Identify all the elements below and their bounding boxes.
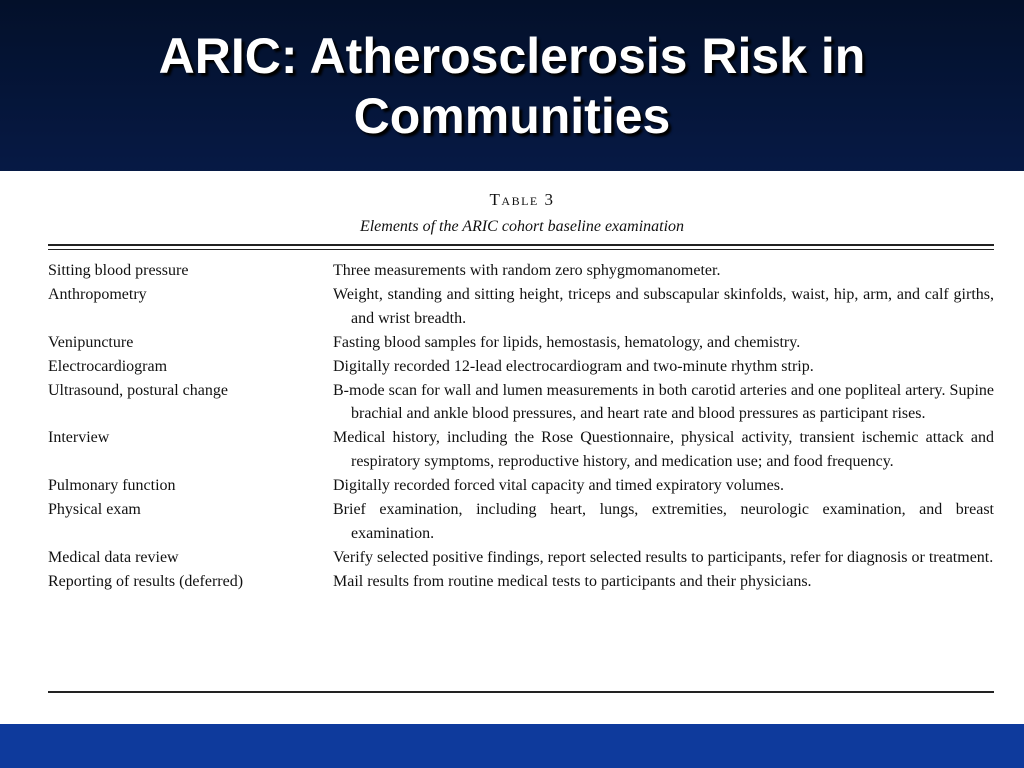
table-row [48, 283, 994, 331]
table-row [48, 379, 994, 427]
table-row [48, 355, 994, 379]
table-row [48, 259, 994, 283]
row-description: Weight, standing and sitting height, triceps and subscapular skinfolds, waist, hip, arm, and calf girths, and wrist breadth. [333, 285, 994, 327]
row-element: Ultrasound, postural change [48, 381, 228, 399]
row-element: Physical exam [48, 501, 141, 519]
slide-title-line-2: Communities [353, 88, 671, 144]
slide-title [0, 26, 1024, 146]
row-description: Mail results from routine medical tests to participants and their physicians. [333, 572, 812, 590]
table-row [48, 426, 994, 474]
table-top-rule [48, 244, 994, 246]
row-description: Medical history, including the Rose Questionnaire, physical activity, transient ischemic attack and respiratory symptoms, reproductive history, and medication use; and food frequency. [333, 429, 994, 471]
row-description: Digitally recorded forced vital capacity and timed expiratory volumes. [333, 477, 784, 495]
row-element: Medical data review [48, 548, 179, 566]
row-description: B-mode scan for wall and lumen measurements in both carotid arteries and one popliteal artery. Supine brachial and ankle blood pressures, and heart rate and blood pressures as participant rises. [333, 381, 994, 423]
table-header-rule [48, 249, 994, 250]
row-description: Fasting blood samples for lipids, hemostasis, hematology, and chemistry. [333, 333, 801, 351]
row-element: Venipuncture [48, 333, 134, 351]
table-row [48, 570, 994, 594]
slide-title-line-1: ARIC: Atherosclerosis Risk in [158, 28, 866, 84]
row-description: Verify selected positive findings, report selected results to participants, refer for diagnosis or treatment. [333, 548, 994, 566]
row-element: Sitting blood pressure [48, 262, 189, 279]
table-row [48, 498, 994, 546]
slide-footer-band [0, 724, 1024, 768]
row-element: Pulmonary function [48, 477, 176, 495]
row-description: Brief examination, including heart, lungs, extremities, neurologic examination, and breast examination. [333, 501, 994, 542]
table-caption: Elements of the ARIC cohort baseline examination [359, 218, 685, 235]
table-row [48, 546, 994, 570]
row-element: Anthropometry [48, 285, 147, 303]
row-element: Interview [48, 429, 110, 447]
row-description: Digitally recorded 12-lead electrocardiogram and two-minute rhythm strip. [333, 357, 814, 375]
table-label: Table 3 [489, 190, 555, 209]
row-element: Electrocardiogram [48, 357, 168, 375]
table-body [48, 259, 994, 594]
table-row [48, 331, 994, 355]
table-bottom-rule [48, 691, 994, 693]
row-description: Three measurements with random zero sphygmomanometer. [333, 262, 721, 279]
table-row [48, 474, 994, 498]
row-element: Reporting of results (deferred) [48, 572, 244, 590]
